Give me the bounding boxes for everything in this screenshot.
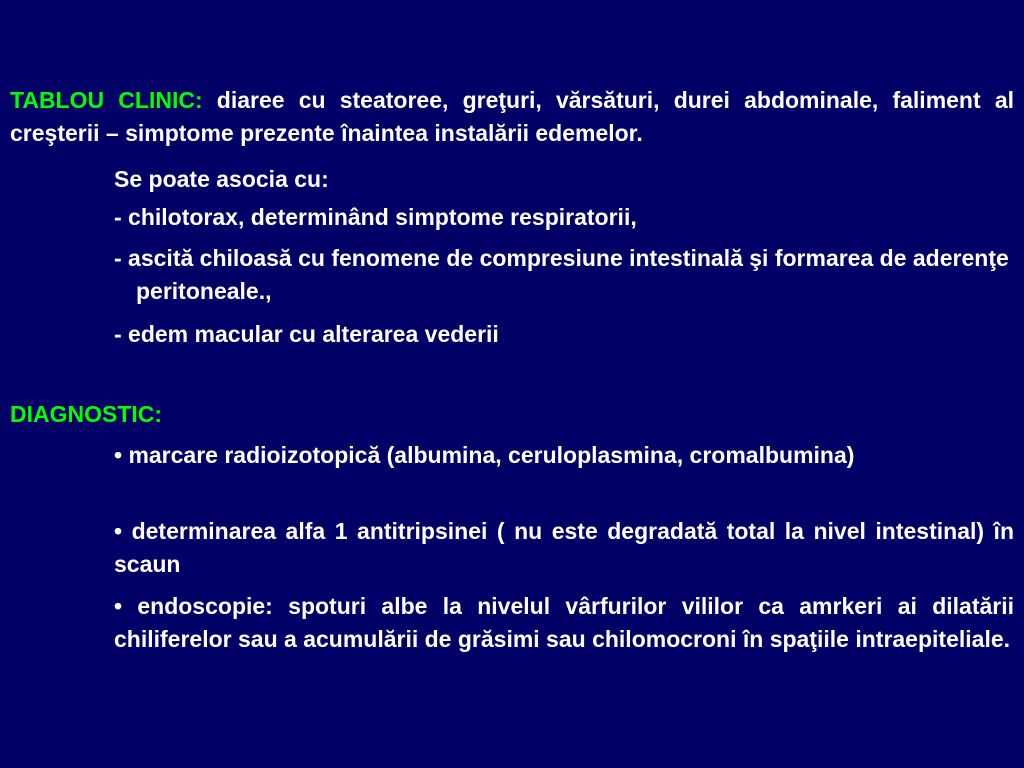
diagnostic-bullet-radioisotope: • marcare radioizotopică (albumina, ceruloplasmina, cromalbumina): [114, 442, 855, 468]
association-item-chylous-ascites: - ascită chiloasă cu fenomene de compresiune intestinală şi formarea de aderenţe peritoneale.,: [114, 245, 1009, 304]
clinical-picture-heading: TABLOU CLINIC:: [10, 87, 203, 113]
diagnostic-bullet-alpha1-antitrypsin: • determinarea alfa 1 antitripsinei ( nu este degradată total la nivel intestinal) în scaun: [114, 518, 1014, 577]
clinical-picture-paragraph: [10, 84, 1014, 150]
association-item-macular-edema: - edem macular cu alterarea vederii: [114, 321, 499, 347]
diagnostic-heading: DIAGNOSTIC:: [10, 401, 163, 427]
clinical-picture-text: diaree cu steatoree, greţuri, vărsături, durei abdominale, faliment al creşterii – simptome prezente înaintea instalării edemelor.: [10, 87, 1014, 146]
association-item-chylothorax: - chilotorax, determinând simptome respiratorii,: [114, 204, 637, 230]
diagnostic-bullet-endoscopy: • endoscopie: spoturi albe la nivelul vârfurilor vililor ca amrkeri ai dilatării chiliferelor sau a acumulării de grăsimi sau chilomocroni în spaţiile intraepiteliale.: [114, 593, 1014, 652]
association-intro: Se poate asocia cu:: [114, 166, 329, 192]
